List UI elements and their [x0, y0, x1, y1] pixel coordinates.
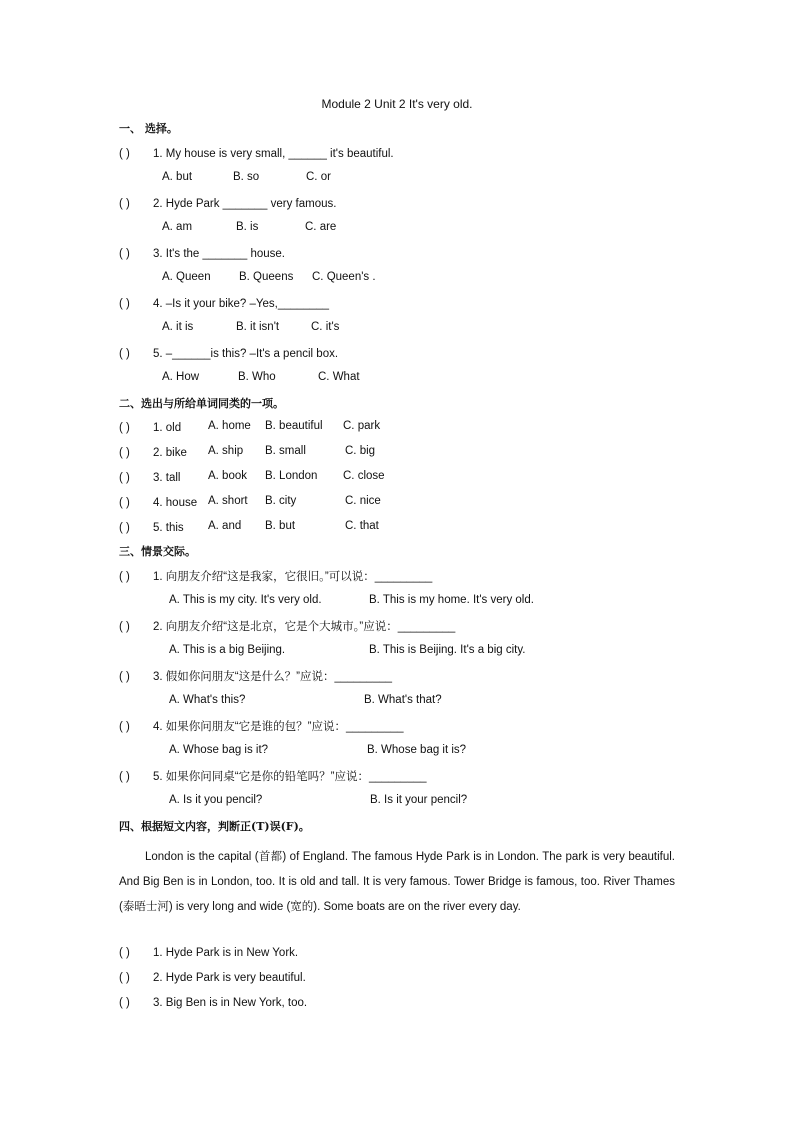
answer-blank[interactable]: ( ) — [119, 947, 130, 959]
reading-passage — [119, 845, 675, 920]
answer-blank[interactable]: ( ) — [119, 671, 130, 683]
answer-blank[interactable]: ( ) — [119, 972, 130, 984]
option-b: B. beautiful — [265, 420, 323, 432]
answer-blank[interactable]: ( ) — [119, 472, 130, 484]
option-a: A. What's this? — [169, 694, 246, 706]
answer-blank[interactable]: ( ) — [119, 348, 130, 360]
part2-question-2 — [119, 445, 187, 461]
question-text: 2. Hyde Park _______ very famous. — [153, 198, 337, 210]
answer-blank[interactable]: ( ) — [119, 422, 130, 434]
question-text: 3. 假如你问朋友“这是什么？”应说：_________ — [153, 671, 393, 683]
part3-question-1 — [119, 569, 432, 585]
option-a: A. home — [208, 420, 251, 432]
option-c: C. it's — [311, 321, 340, 333]
option-a: A. Queen — [162, 271, 211, 283]
section-3-heading: 三、情景交际。 — [119, 545, 196, 558]
question-text: 3. It's the _______ house. — [153, 248, 285, 260]
option-b: B. This is Beijing. It's a big city. — [369, 644, 526, 656]
option-a: A. but — [162, 171, 193, 183]
part3-question-4 — [119, 719, 404, 735]
option-a: A. This is a big Beijing. — [169, 644, 286, 656]
option-c: C. or — [306, 171, 331, 183]
question-word: 4. house — [153, 497, 198, 509]
option-a: A. it is — [162, 321, 194, 333]
option-b: B. Who — [238, 371, 276, 383]
option-c: C. Queen's . — [312, 271, 376, 283]
part2-question-3 — [119, 470, 181, 486]
statement-text: 3. Big Ben is in New York, too. — [153, 997, 308, 1009]
part1-question-2 — [119, 196, 336, 212]
answer-blank[interactable]: ( ) — [119, 621, 130, 633]
option-b: B. but — [265, 520, 296, 532]
option-b: B. This is my home. It's very old. — [369, 594, 534, 606]
question-text: 4. –Is it your bike? –Yes,________ — [153, 298, 330, 310]
option-a: A. This is my city. It's very old. — [169, 594, 322, 606]
statement-text: 2. Hyde Park is very beautiful. — [153, 972, 306, 984]
option-b: B. so — [233, 171, 260, 183]
option-a: A. and — [208, 520, 242, 532]
answer-blank[interactable]: ( ) — [119, 721, 130, 733]
option-c: C. big — [345, 445, 376, 457]
answer-blank[interactable]: ( ) — [119, 497, 130, 509]
option-b: B. Is it your pencil? — [370, 794, 468, 806]
answer-blank[interactable]: ( ) — [119, 198, 130, 210]
option-c: C. park — [343, 420, 381, 432]
part1-question-3 — [119, 246, 285, 262]
part2-question-1 — [119, 420, 181, 436]
part4-question-2 — [119, 970, 306, 986]
answer-blank[interactable]: ( ) — [119, 571, 130, 583]
statement-text: 1. Hyde Park is in New York. — [153, 947, 299, 959]
part4-question-3 — [119, 995, 307, 1011]
option-b: B. Queens — [239, 271, 294, 283]
option-c: C. What — [318, 371, 360, 383]
option-b: B. city — [265, 495, 297, 507]
answer-blank[interactable]: ( ) — [119, 248, 130, 260]
part3-question-3 — [119, 669, 392, 685]
option-a: A. book — [208, 470, 247, 482]
part2-question-5 — [119, 520, 184, 536]
question-text: 2. 向朋友介绍“这是北京，它是个大城市。”应说：_________ — [153, 621, 456, 633]
section-1-heading: 一、 选择。 — [119, 122, 178, 135]
option-b: B. it isn't — [236, 321, 280, 333]
option-b: B. is — [236, 221, 259, 233]
part4-question-1 — [119, 945, 298, 961]
option-a: A. How — [162, 371, 200, 383]
question-text: 1. 向朋友介绍“这是我家，它很旧。”可以说：_________ — [153, 571, 433, 583]
question-word: 2. bike — [153, 447, 187, 459]
option-c: C. are — [305, 221, 337, 233]
option-a: A. Is it you pencil? — [169, 794, 263, 806]
answer-blank[interactable]: ( ) — [119, 522, 130, 534]
section-4-heading: 四、根据短文内容，判断正(T)误(F)。 — [119, 820, 310, 833]
option-b: B. small — [265, 445, 306, 457]
answer-blank[interactable]: ( ) — [119, 771, 130, 783]
part3-question-5 — [119, 769, 427, 785]
option-b: B. Whose bag it is? — [367, 744, 467, 756]
part1-question-5 — [119, 346, 338, 362]
part1-question-4 — [119, 296, 329, 312]
answer-blank[interactable]: ( ) — [119, 447, 130, 459]
option-a: A. short — [208, 495, 248, 507]
page-title: Module 2 Unit 2 It's very old. — [321, 97, 473, 111]
part2-question-4 — [119, 495, 197, 511]
question-word: 1. old — [153, 422, 182, 434]
option-c: C. that — [345, 520, 379, 532]
option-c: C. nice — [345, 495, 381, 507]
answer-blank[interactable]: ( ) — [119, 997, 130, 1009]
question-text: 1. My house is very small, ______ it's beautiful. — [153, 148, 394, 160]
option-b: B. London — [265, 470, 318, 482]
option-a: A. ship — [208, 445, 244, 457]
option-a: A. am — [162, 221, 193, 233]
answer-blank[interactable]: ( ) — [119, 148, 130, 160]
question-text: 5. –______is this? –It's a pencil box. — [153, 348, 339, 360]
question-text: 5. 如果你问同桌“它是你的铅笔吗？”应说：_________ — [153, 771, 427, 783]
question-word: 5. this — [153, 522, 184, 534]
question-text: 4. 如果你问朋友“它是谁的包？”应说：_________ — [153, 721, 404, 733]
section-2-heading: 二、选出与所给单词同类的一项。 — [119, 397, 284, 410]
passage-text: London is the capital (首都) of England. The famous Hyde Park is in London. The park is very beautiful. And Big Ben is in London, too. It is old and tall. It is very famous. Tower Bridge is famous, too. River Thames (泰晤士河) is very long and wide (宽的). Some boats are on the river every day. — [119, 851, 675, 913]
part1-question-1 — [119, 146, 394, 162]
question-word: 3. tall — [153, 472, 181, 484]
part3-question-2 — [119, 619, 455, 635]
option-c: C. close — [343, 470, 385, 482]
option-b: B. What's that? — [364, 694, 442, 706]
option-a: A. Whose bag is it? — [169, 744, 269, 756]
answer-blank[interactable]: ( ) — [119, 298, 130, 310]
